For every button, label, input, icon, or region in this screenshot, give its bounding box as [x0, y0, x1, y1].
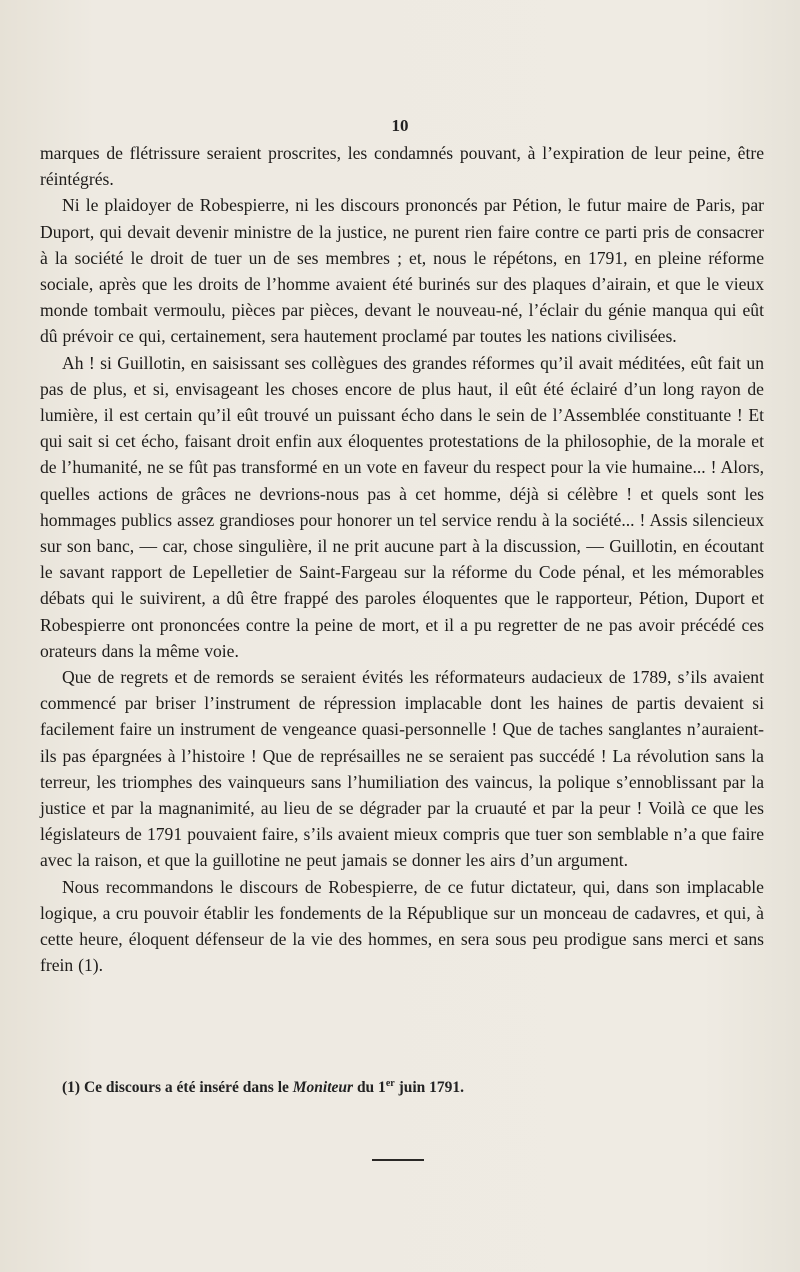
footnote-journal: Moniteur [292, 1079, 354, 1096]
paragraph-guillotin: Ah ! si Guillotin, en saisissant ses collègues des grandes réformes qu’il avait méditées, eût fait un pas de plus, et si, envisageant les choses encore de plus haut, il eût été éclairé d’un long rayon de lumière, il est certain qu’il eût trouvé un puissant écho dans le sein de l’Assemblée constituante ! Et qui sait si cet écho, faisant droit enfin aux éloquentes protestations de la philosophie, de la morale et de l’humanité, ne se fût pas transformé en un vote en faveur du respect pour la vie humaine... ! Alors, quelles actions de grâces ne devrions-nous pas à cet homme, déjà si célèbre ! et quels sont les hommages publics assez grandioses pour honorer un tel service rendu à la société... ! Assis silencieux sur son banc, — car, chose singulière, il ne prit aucune part à la discussion, — Guillotin, en écoutant le savant rapport de Lepelletier de Saint-Fargeau sur la réforme du Code pénal, et les mémorables débats qui le suivirent, a dû être frappé des paroles éloquentes que le rapporteur, Pétion, Duport et Robespierre ont prononcées contre la peine de mort, et il a pu regretter de ne pas avoir précédé ces orateurs dans la même voie. [40, 352, 764, 661]
footnote-superscript: er [385, 1077, 395, 1089]
paragraph-regrets: Que de regrets et de remords se seraient évités les réformateurs audacieux de 1789, s’ils avaient commencé par briser l’instrument de répression implacable dont les haines de partis devaient si facilement faire un instrument de vengeance quasi-personnelle ! Que de taches sanglantes n’auraient-ils pas épargnées à l’histoire ! Que de représailles ne se seraient pas succédé ! La révolution sans la terreur, les triomphes des vainqueurs sans l’humiliation des vaincus, la polique s’ennoblissant par la justice et par la magnanimité, au lieu de se dégrader par la cruauté et par la peur ! Voilà ce que les législateurs de 1791 pouvaient faire, s’ils avaient mieux compris que tuer son semblable n’a que faire avec la raison, et que la guillotine ne peut jamais se donner les airs d’un argument. [40, 667, 764, 871]
page-number: 10 [391, 116, 409, 135]
end-rule-divider [372, 1159, 424, 1161]
footnote-text: Ce discours a été inséré dans le [80, 1079, 293, 1096]
footnote-year: juin 1791. [394, 1079, 465, 1096]
footnote [62, 1079, 464, 1097]
footnote-marker: (1) [62, 1079, 81, 1096]
paragraph-recommandons: Nous recommandons le discours de Robespierre, de ce futur dictateur, qui, dans son implacable logique, a cru pouvoir établir les fondements de la République sur un monceau de cadavres, et qui, à cette heure, éloquent défenseur de la vie des hommes, en sera sous peu prodigue sans merci et sans frein (1). [40, 876, 764, 976]
body-text [40, 140, 764, 979]
paragraph-plaidoyer: Ni le plaidoyer de Robespierre, ni les discours prononcés par Pétion, le futur maire de Paris, par Duport, qui devait devenir ministre de la justice, ne purent rien faire contre ce parti pris de consacrer à la société le droit de tuer un de ses membres ; et, nous le répétons, en 1791, en pleine réforme sociale, après que les droits de l’homme avaient été burinés sur des plaques d’airain, et que le vieux monde tombait vermoulu, pièces par pièces, devant le nouveau-né, l’éclair du génie manqua qui eût dû prévoir ce qui, certainement, sera hautement proclamé par toutes les nations civilisées. [40, 195, 764, 347]
paragraph-continuation: marques de flétrissure seraient proscrites, les condamnés pouvant, à l’expiration de leur peine, être réintégrés. [40, 143, 764, 190]
footnote-date: du 1 [353, 1079, 386, 1096]
